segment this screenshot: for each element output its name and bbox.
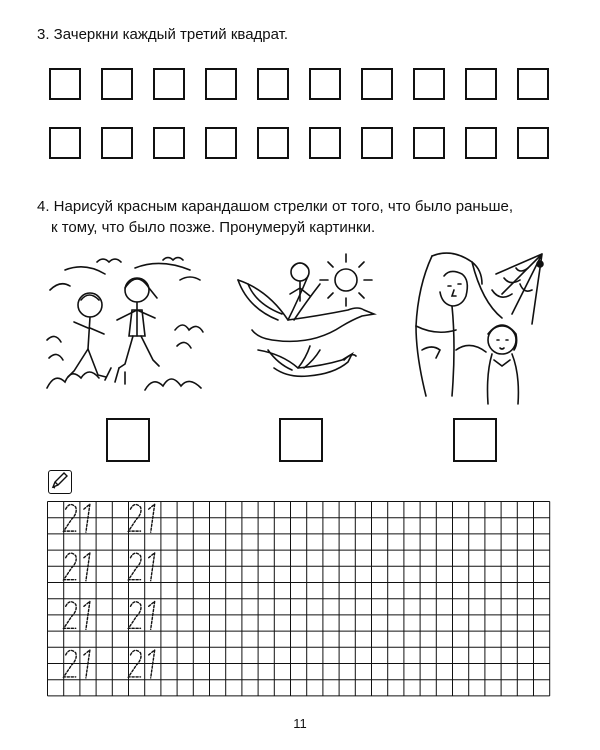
square[interactable] [309, 127, 341, 159]
square[interactable] [361, 68, 393, 100]
writing-grid[interactable] [47, 501, 559, 701]
picture-number-box-2[interactable] [279, 418, 323, 462]
square[interactable] [257, 127, 289, 159]
square[interactable] [205, 68, 237, 100]
geese-flight-illustration [228, 250, 388, 400]
task-4-line-1: 4. Нарисуй красным карандашом стрелки от того, что было раньше, [37, 198, 514, 215]
square[interactable] [153, 68, 185, 100]
square[interactable] [361, 127, 393, 159]
picture-number-box-3[interactable] [453, 418, 497, 462]
square[interactable] [205, 127, 237, 159]
square[interactable] [413, 68, 445, 100]
square[interactable] [49, 68, 81, 100]
square[interactable] [413, 127, 445, 159]
square[interactable] [49, 127, 81, 159]
square[interactable] [257, 68, 289, 100]
square[interactable] [101, 68, 133, 100]
square[interactable] [101, 127, 133, 159]
task-4-line-2: к тому, что было позже. Пронумеруй картинки. [51, 219, 376, 236]
square-row-2 [49, 127, 549, 159]
square[interactable] [309, 68, 341, 100]
square[interactable] [153, 127, 185, 159]
square[interactable] [517, 127, 549, 159]
square[interactable] [465, 127, 497, 159]
witch-and-child-illustration [402, 250, 552, 410]
square-row-1 [49, 68, 549, 100]
page-number: 11 [293, 716, 307, 731]
task-3-instruction: 3. Зачеркни каждый третий квадрат. [37, 26, 289, 43]
square[interactable] [517, 68, 549, 100]
square[interactable] [465, 68, 497, 100]
children-running-illustration [45, 250, 205, 400]
pencil-icon [48, 470, 72, 494]
picture-number-box-1[interactable] [106, 418, 150, 462]
task-4-instruction [37, 196, 557, 238]
